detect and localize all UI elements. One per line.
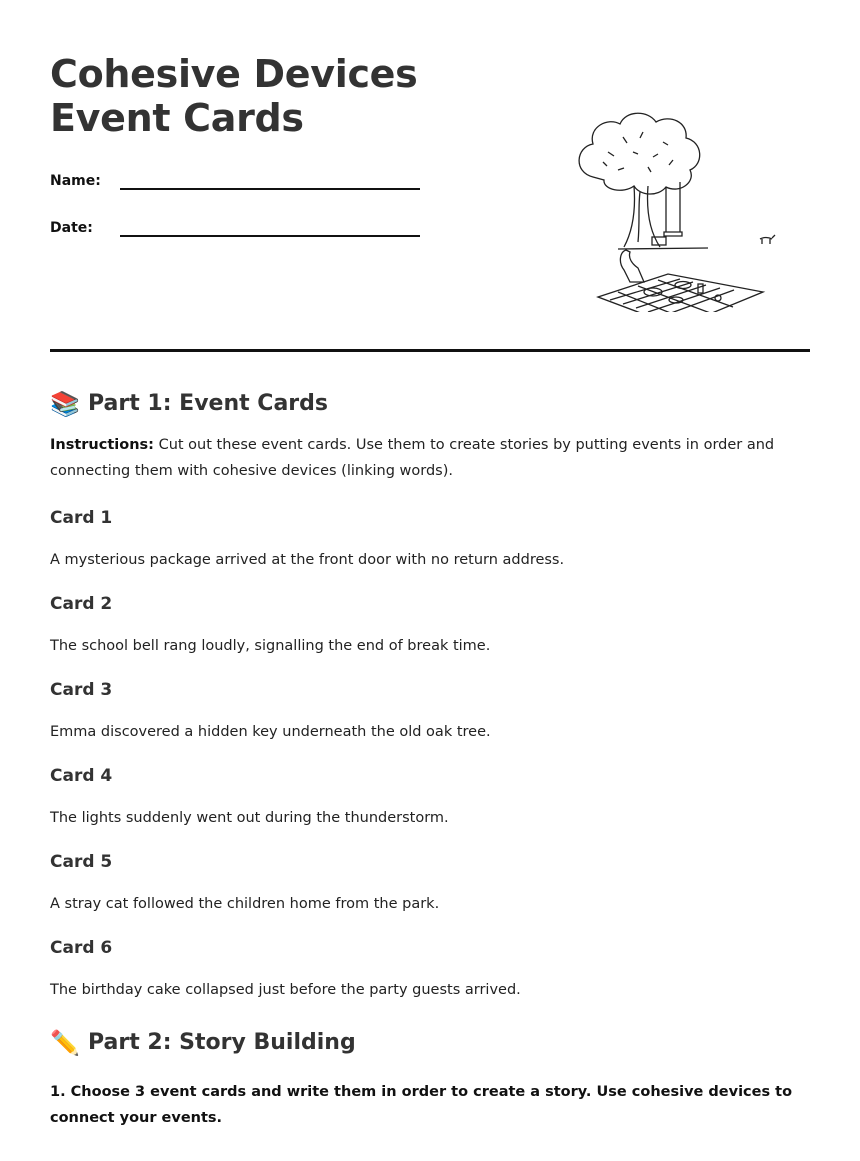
name-write-line[interactable] bbox=[120, 164, 420, 190]
card-text: A mysterious package arrived at the front door with no return address. bbox=[50, 552, 565, 568]
card-text: The birthday cake collapsed just before the party guests arrived. bbox=[50, 982, 521, 998]
card-text: The school bell rang loudly, signalling the end of break time. bbox=[50, 638, 491, 654]
card-title: Card 4 bbox=[50, 766, 113, 786]
event-card-2 bbox=[50, 593, 810, 656]
name-label: Name: bbox=[50, 173, 101, 189]
card-text: Emma discovered a hidden key underneath the old oak tree. bbox=[50, 724, 491, 740]
card-title: Card 6 bbox=[50, 938, 113, 958]
picnic-park-illustration bbox=[548, 82, 778, 312]
part1-heading bbox=[50, 386, 810, 422]
name-field-row bbox=[50, 164, 420, 190]
date-write-line[interactable] bbox=[120, 211, 420, 237]
date-field-row bbox=[50, 211, 420, 237]
instructions-text: Cut out these event cards. Use them to create stories by putting events in order and connecting them with cohesive devices (linking words). bbox=[50, 437, 775, 479]
event-card-4 bbox=[50, 765, 810, 828]
part2-heading-text: Part 2: Story Building bbox=[88, 1030, 356, 1055]
instructions-label: Instructions: bbox=[50, 437, 154, 453]
instructions bbox=[50, 432, 810, 484]
card-title: Card 5 bbox=[50, 852, 113, 872]
pencil-icon: ✏️ bbox=[50, 1029, 80, 1057]
card-text: The lights suddenly went out during the thunderstorm. bbox=[50, 810, 449, 826]
question-1: 1. Choose 3 event cards and write them in order to create a story. Use cohesive devices to connect your events. bbox=[50, 1084, 793, 1126]
part2-heading bbox=[50, 1025, 810, 1061]
card-text: A stray cat followed the children home from the park. bbox=[50, 896, 440, 912]
card-title: Card 2 bbox=[50, 594, 113, 614]
date-label: Date: bbox=[50, 220, 93, 236]
event-card-3 bbox=[50, 679, 810, 742]
card-title: Card 1 bbox=[50, 508, 113, 528]
page-title: Cohesive Devices Event Cards bbox=[50, 52, 418, 140]
part1-heading-text: Part 1: Event Cards bbox=[88, 391, 328, 416]
event-card-5 bbox=[50, 851, 810, 914]
worksheet-header bbox=[50, 52, 810, 302]
worksheet-content bbox=[50, 386, 810, 1131]
books-icon: 📚 bbox=[50, 390, 80, 418]
event-card-6 bbox=[50, 937, 810, 1000]
card-title: Card 3 bbox=[50, 680, 113, 700]
section-divider bbox=[50, 349, 810, 352]
event-card-1 bbox=[50, 507, 810, 570]
